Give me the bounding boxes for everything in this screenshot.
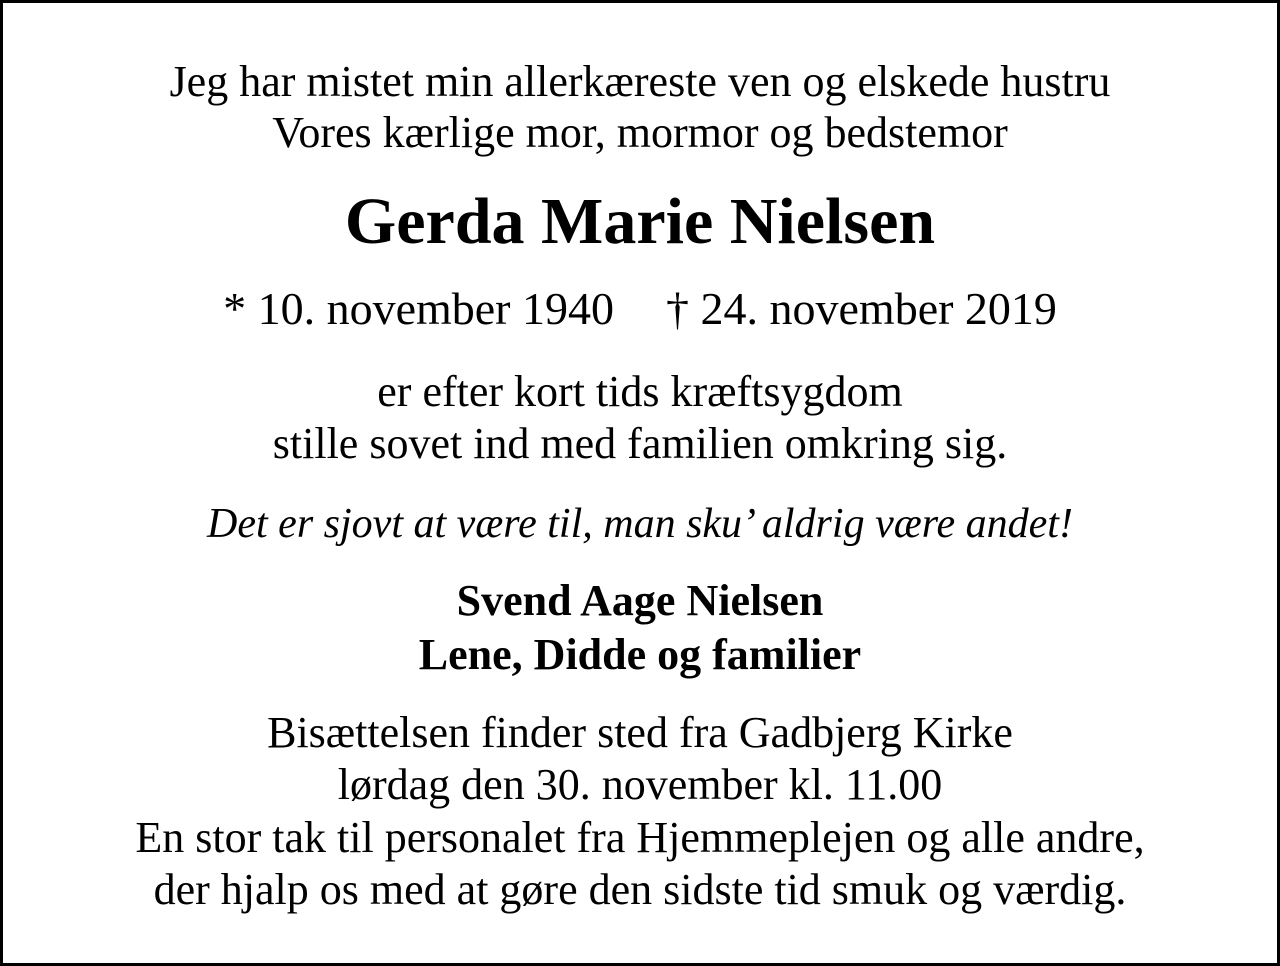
memorial-quote: Det er sjovt at være til, man sku’ aldrig være andet! <box>207 501 1073 547</box>
message-line-2: stille sovet ind med familien omkring sig. <box>272 419 1008 468</box>
deceased-name: Gerda Marie Nielsen <box>344 185 936 258</box>
birth-date: * 10. november 1940 <box>223 283 614 334</box>
thanks-line-2: der hjalp os med at gøre den sidste tid smuk og værdig. <box>153 865 1127 914</box>
death-date: † 24. november 2019 <box>666 283 1057 334</box>
thanks-line-1: En stor tak til personalet fra Hjemmeplejen og alle andre, <box>135 813 1145 862</box>
signer-line-2: Lene, Didde og familier <box>418 630 862 679</box>
funeral-line-1: Bisættelsen finder sted fra Gadbjerg Kirke <box>267 708 1013 757</box>
intro-line-2: Vores kærlige mor, mormor og bedstemor <box>272 108 1008 157</box>
life-dates <box>3 283 1277 334</box>
intro-line-1: Jeg har mistet min allerkæreste ven og elskede hustru <box>169 57 1111 106</box>
funeral-line-2: lørdag den 30. november kl. 11.00 <box>337 760 943 809</box>
message-line-1: er efter kort tids kræftsygdom <box>377 367 903 416</box>
signer-line-1: Svend Aage Nielsen <box>456 576 824 625</box>
